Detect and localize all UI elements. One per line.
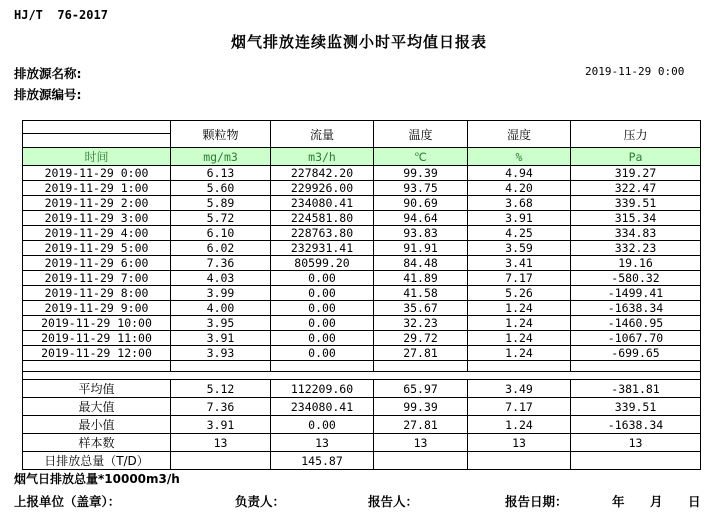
table-row: [23, 271, 701, 286]
value-cell: 4.00: [171, 301, 271, 316]
value-cell: 0.00: [271, 271, 374, 286]
value-cell: 0.00: [271, 316, 374, 331]
report-table: [22, 120, 701, 470]
summary-row: [23, 452, 701, 470]
value-cell: 228763.80: [271, 226, 374, 241]
summary-value-cell: 5.12: [171, 380, 271, 398]
value-cell: 0.00: [271, 286, 374, 301]
column-header: 压力: [571, 121, 701, 148]
time-cell: 2019-11-29 10:00: [23, 316, 171, 331]
value-cell: 6.10: [171, 226, 271, 241]
source-code-label: 排放源编号:: [14, 87, 82, 102]
source-name-label: 排放源名称:: [14, 66, 82, 81]
summary-value-cell: 112209.60: [271, 380, 374, 398]
value-cell: 1.24: [468, 331, 571, 346]
value-cell: 3.68: [468, 196, 571, 211]
summary-value-cell: [374, 452, 468, 470]
value-cell: 234080.41: [271, 196, 374, 211]
value-cell: 0.00: [271, 331, 374, 346]
spacer-cell: [468, 372, 571, 380]
time-cell: 2019-11-29 12:00: [23, 346, 171, 361]
time-cell: 2019-11-29 7:00: [23, 271, 171, 286]
header-blank-cell-top: [23, 121, 171, 134]
value-cell: 94.64: [374, 211, 468, 226]
value-cell: 322.47: [571, 181, 701, 196]
time-cell: 2019-11-29 6:00: [23, 256, 171, 271]
spacer-cell: [23, 372, 171, 380]
summary-row: [23, 398, 701, 416]
value-cell: -1067.70: [571, 331, 701, 346]
table-row: [23, 256, 701, 271]
value-cell: 3.41: [468, 256, 571, 271]
summary-row: [23, 380, 701, 398]
value-cell: -699.65: [571, 346, 701, 361]
value-cell: 3.95: [171, 316, 271, 331]
summary-value-cell: 7.17: [468, 398, 571, 416]
unit-cell: mg/m3: [171, 148, 271, 166]
value-cell: 3.91: [171, 331, 271, 346]
value-cell: 93.75: [374, 181, 468, 196]
table-row: [23, 331, 701, 346]
summary-value-cell: 13: [468, 434, 571, 452]
summary-value-cell: 3.91: [171, 416, 271, 434]
summary-value-cell: 0.00: [271, 416, 374, 434]
time-cell: 2019-11-29 4:00: [23, 226, 171, 241]
time-cell: 2019-11-29 5:00: [23, 241, 171, 256]
value-cell: 3.91: [468, 211, 571, 226]
blank-cell: [171, 361, 271, 372]
value-cell: 1.24: [468, 346, 571, 361]
value-cell: 5.72: [171, 211, 271, 226]
report-table-body: [23, 121, 701, 470]
table-row: [23, 226, 701, 241]
summary-row: [23, 434, 701, 452]
time-cell: 2019-11-29 8:00: [23, 286, 171, 301]
summary-value-cell: 13: [571, 434, 701, 452]
value-cell: 1.24: [468, 316, 571, 331]
table-row: [23, 316, 701, 331]
report-unit-label: 上报单位（盖章）：: [14, 494, 121, 509]
header-blank-cell-bottom: [23, 134, 171, 148]
summary-label: 平均值: [23, 380, 171, 398]
value-cell: -1499.41: [571, 286, 701, 301]
table-row: [23, 211, 701, 226]
value-cell: 29.72: [374, 331, 468, 346]
blank-cell: [571, 361, 701, 372]
column-header: 流量: [271, 121, 374, 148]
value-cell: 5.60: [171, 181, 271, 196]
value-cell: 27.81: [374, 346, 468, 361]
value-cell: 41.89: [374, 271, 468, 286]
value-cell: 7.17: [468, 271, 571, 286]
summary-value-cell: [468, 452, 571, 470]
time-cell: 2019-11-29 3:00: [23, 211, 171, 226]
value-cell: 93.83: [374, 226, 468, 241]
value-cell: 4.03: [171, 271, 271, 286]
summary-value-cell: [571, 452, 701, 470]
page-title: 烟气排放连续监测小时平均值日报表: [230, 33, 487, 51]
day-label: 日: [688, 494, 701, 509]
blank-cell: [468, 361, 571, 372]
value-cell: 3.59: [468, 241, 571, 256]
blank-cell: [271, 361, 374, 372]
column-header: 颗粒物: [171, 121, 271, 148]
reporter-label: 报告人：: [368, 494, 419, 509]
summary-value-cell: 234080.41: [271, 398, 374, 416]
unit-cell: %: [468, 148, 571, 166]
value-cell: 3.99: [171, 286, 271, 301]
summary-value-cell: [171, 452, 271, 470]
value-cell: 4.25: [468, 226, 571, 241]
time-cell: 2019-11-29 9:00: [23, 301, 171, 316]
summary-value-cell: 145.87: [271, 452, 374, 470]
value-cell: 35.67: [374, 301, 468, 316]
summary-value-cell: 13: [271, 434, 374, 452]
value-cell: 5.26: [468, 286, 571, 301]
value-cell: 6.13: [171, 166, 271, 181]
value-cell: 4.20: [468, 181, 571, 196]
spacer-cell: [374, 372, 468, 380]
summary-row: [23, 416, 701, 434]
spacer-cell: [171, 372, 271, 380]
value-cell: 315.34: [571, 211, 701, 226]
time-cell: 2019-11-29 1:00: [23, 181, 171, 196]
value-cell: 91.91: [374, 241, 468, 256]
summary-label: 样本数: [23, 434, 171, 452]
value-cell: -580.32: [571, 271, 701, 286]
value-cell: 3.93: [171, 346, 271, 361]
value-cell: 84.48: [374, 256, 468, 271]
table-row: [23, 301, 701, 316]
value-cell: 4.94: [468, 166, 571, 181]
report-date-label: 报告日期：: [505, 494, 568, 509]
month-label: 月: [650, 494, 663, 509]
value-cell: 0.00: [271, 301, 374, 316]
table-row: [23, 181, 701, 196]
column-header: 湿度: [468, 121, 571, 148]
value-cell: 41.58: [374, 286, 468, 301]
summary-value-cell: 1.24: [468, 416, 571, 434]
spacer-cell: [271, 372, 374, 380]
value-cell: 334.83: [571, 226, 701, 241]
summary-value-cell: 13: [171, 434, 271, 452]
value-cell: 332.23: [571, 241, 701, 256]
standard-code: HJ/T 76-2017: [14, 8, 108, 22]
time-cell: 2019-11-29 2:00: [23, 196, 171, 211]
value-cell: 227842.20: [271, 166, 374, 181]
blank-cell: [23, 361, 171, 372]
value-cell: 99.39: [374, 166, 468, 181]
value-cell: 5.89: [171, 196, 271, 211]
table-row: [23, 166, 701, 181]
value-cell: 232931.41: [271, 241, 374, 256]
table-row: [23, 241, 701, 256]
value-cell: 19.16: [571, 256, 701, 271]
summary-value-cell: 27.81: [374, 416, 468, 434]
value-cell: 319.27: [571, 166, 701, 181]
value-cell: 229926.00: [271, 181, 374, 196]
value-cell: 339.51: [571, 196, 701, 211]
value-cell: -1638.34: [571, 301, 701, 316]
table-row: [23, 286, 701, 301]
responsible-person-label: 负责人：: [235, 494, 286, 509]
summary-label: 日排放总量（T/D）: [23, 452, 171, 470]
time-header-cell: 时间: [23, 148, 171, 166]
unit-cell: m3/h: [271, 148, 374, 166]
summary-value-cell: 7.36: [171, 398, 271, 416]
total-emission-note: 烟气日排放总量*10000m3/h: [14, 472, 180, 486]
column-header: 温度: [374, 121, 468, 148]
report-datetime: 2019-11-29 0:00: [585, 65, 685, 78]
time-cell: 2019-11-29 11:00: [23, 331, 171, 346]
spacer-cell: [571, 372, 701, 380]
table-row: [23, 346, 701, 361]
summary-value-cell: -1638.34: [571, 416, 701, 434]
value-cell: 1.24: [468, 301, 571, 316]
value-cell: 90.69: [374, 196, 468, 211]
value-cell: 7.36: [171, 256, 271, 271]
table-row: [23, 196, 701, 211]
summary-value-cell: -381.81: [571, 380, 701, 398]
blank-cell: [374, 361, 468, 372]
time-cell: 2019-11-29 0:00: [23, 166, 171, 181]
unit-cell: Pa: [571, 148, 701, 166]
value-cell: 224581.80: [271, 211, 374, 226]
value-cell: 0.00: [271, 346, 374, 361]
value-cell: 6.02: [171, 241, 271, 256]
summary-label: 最小值: [23, 416, 171, 434]
summary-value-cell: 3.49: [468, 380, 571, 398]
year-label: 年: [612, 494, 625, 509]
unit-cell: ℃: [374, 148, 468, 166]
value-cell: -1460.95: [571, 316, 701, 331]
value-cell: 80599.20: [271, 256, 374, 271]
summary-value-cell: 13: [374, 434, 468, 452]
summary-value-cell: 339.51: [571, 398, 701, 416]
summary-label: 最大值: [23, 398, 171, 416]
summary-value-cell: 65.97: [374, 380, 468, 398]
summary-value-cell: 99.39: [374, 398, 468, 416]
value-cell: 32.23: [374, 316, 468, 331]
